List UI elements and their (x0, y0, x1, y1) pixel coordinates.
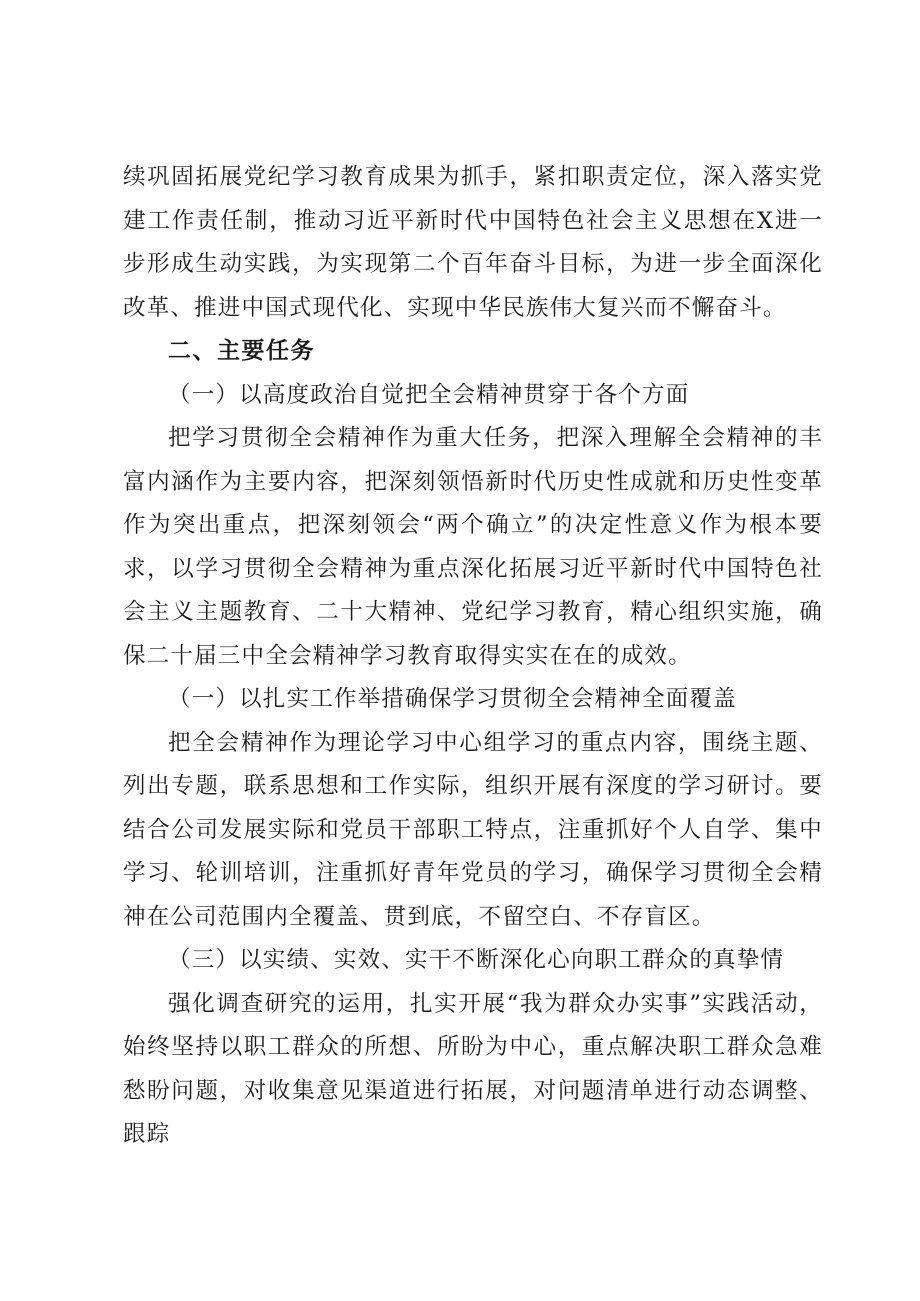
section-title: 二、主要任务 (168, 338, 315, 364)
subsection-3-body: 强化调查研究的运用，扎实开展“我为群众办实事”实践活动，始终坚持以职工群众的所想、所盼为中心，重点解决职工群众急难愁盼问题，对收集意见渠道进行拓展，对问题清单进行动态调整、跟踪 (123, 990, 823, 1147)
subsection-1-body: 把学习贯彻全会精神作为重大任务，把深入理解全会精神的丰富内涵作为主要内容，把深刻领悟新时代历史性成就和历史性变革作为突出重点，把深刻领会“两个确立”的决定性意义作为根本要求，以学习贯彻全会精神为重点深化拓展习近平新时代中国特色社会主义主题教育、二十大精神、党纪学习教育，精心组织实施，确保二十届三中全会精神学习教育取得实实在在的成效。 (123, 425, 823, 669)
intro-paragraph: 续巩固拓展党纪学习教育成果为抓手，紧扣职责定位，深入落实党建工作责任制，推动习近平新时代中国特色社会主义思想在X进一步形成生动实践，为实现第二个百年奋斗目标，为进一步全面深化改革、推进中国式现代化、实现中华民族伟大复兴而不懈奋斗。 (123, 164, 823, 321)
subsection-2-title: （一）以扎实工作举措确保学习贯彻全会精神全面覆盖 (168, 686, 737, 712)
subsection-2-body: 把全会精神作为理论学习中心组学习的重点内容，围绕主题、列出专题，联系思想和工作实际，组织开展有深度的学习研讨。要结合公司发展实际和党员干部职工特点，注重抓好个人自学、集中学习、轮训培训，注重抓好青年党员的学习，确保学习贯彻全会精神在公司范围内全覆盖、贯到底，不留空白、不存盲区。 (123, 729, 823, 930)
subsection-3-title: （三）以实绩、实效、实干不断深化心向职工群众的真挚情 (168, 947, 785, 973)
subsection-1-title: （一）以高度政治自觉把全会精神贯穿于各个方面 (168, 381, 690, 408)
document-body (123, 156, 823, 1157)
